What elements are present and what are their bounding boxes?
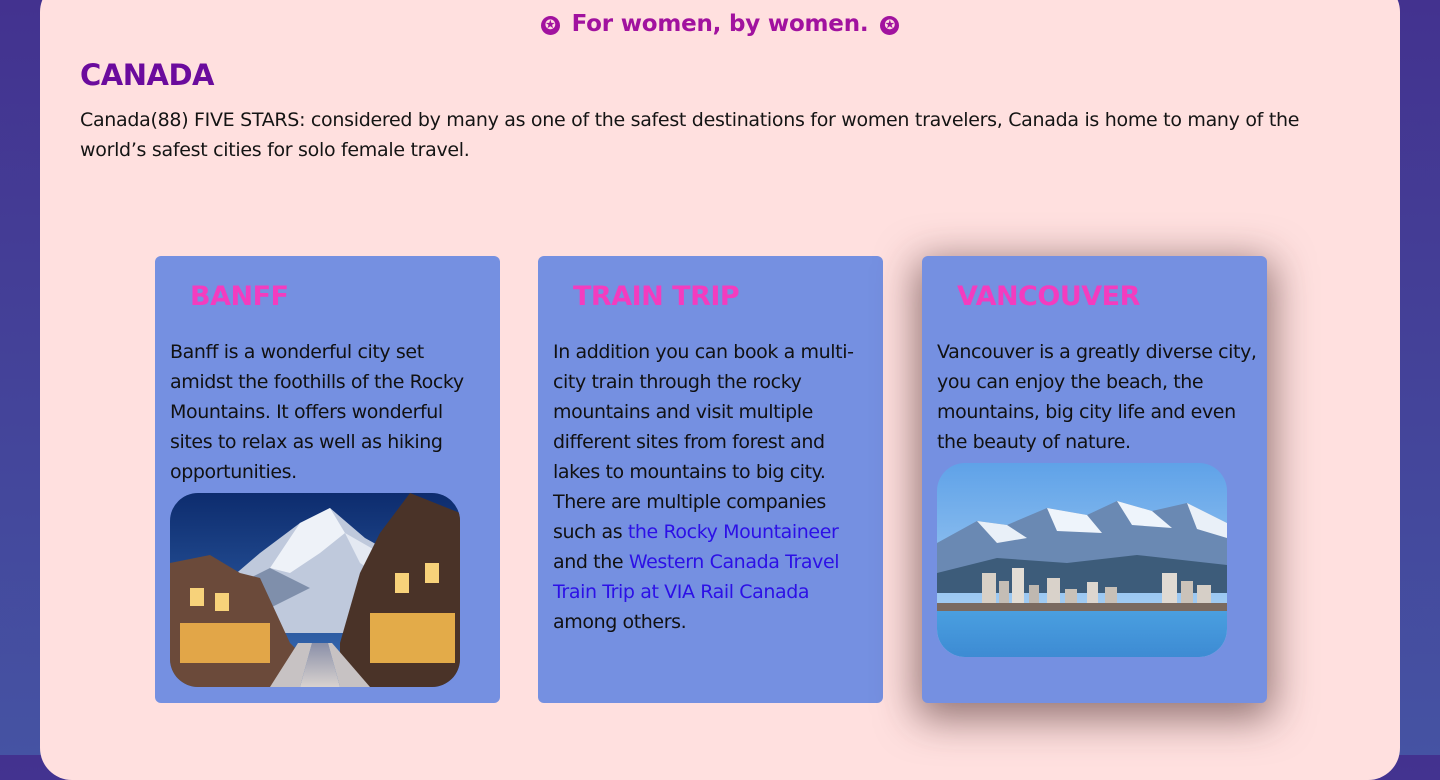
content-panel: [40, 0, 1400, 780]
text-segment: and the: [553, 551, 629, 573]
card-text: Vancouver is a greatly diverse city, you can enjoy the beach, the mountains, big city life and even the beauty of nature.: [937, 341, 1257, 453]
card-title: VANCOUVER: [957, 281, 1140, 312]
card-vancouver: [922, 256, 1267, 703]
card-banff: [155, 256, 500, 703]
card-train-trip: [538, 256, 883, 703]
rocky-mountaineer-link[interactable]: the Rocky Mountaineer: [627, 521, 839, 543]
card-title: TRAIN TRIP: [573, 281, 740, 312]
tagline: [40, 11, 1400, 37]
via-rail-link[interactable]: Western Canada Travel Train Trip at VIA Rail Canada: [553, 551, 840, 603]
card-title: BANFF: [190, 281, 289, 312]
star-icon: ✪: [541, 16, 560, 35]
star-icon: ✪: [880, 16, 899, 35]
tagline-text: For women, by women.: [571, 11, 869, 37]
text-segment: among others.: [553, 611, 687, 633]
vancouver-skyline-photo: [937, 463, 1227, 657]
page-title: CANADA: [80, 58, 214, 92]
card-text: [553, 337, 873, 637]
intro-paragraph: Canada(88) FIVE STARS: considered by many as one of the safest destinations for women travelers, Canada is home to many of the world’s safest cities for solo female travel.: [80, 109, 1300, 161]
banff-town-photo: [170, 493, 460, 687]
text-segment: In addition you can book a multi-city train through the rocky mountains and visit multiple different sites from forest and lakes to mountains to big city. There are multiple companies such as: [553, 341, 854, 543]
card-text: Banff is a wonderful city set amidst the foothills of the Rocky Mountains. It offers wonderful sites to relax as well as hiking opportunities.: [170, 341, 464, 483]
